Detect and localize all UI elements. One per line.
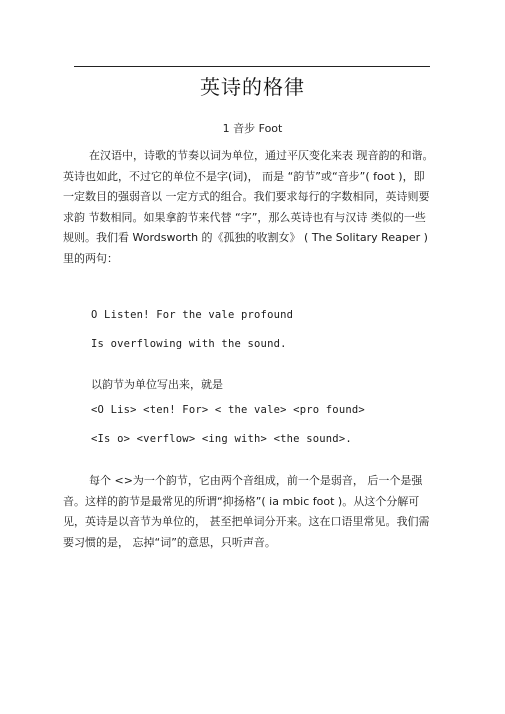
poem-line-1: O Listen! For the vale profound <box>91 309 294 321</box>
paragraph-iambic <box>63 471 435 553</box>
section-heading: 1 音步 Foot <box>222 122 283 135</box>
divided-intro: 以韵节为单位写出来，就是 <box>91 378 223 391</box>
divided-line-2: <Is o> <verflow> <ing with> <the sound>. <box>91 433 352 445</box>
poem-line-2: Is overflowing with the sound. <box>91 338 287 350</box>
paragraph-iambic-text: 每个 <>为一个韵节，它由两个音组成，前一个是弱音， 后一个是强音。这样的韵节是最常见的所谓“抑扬格”( ia mbic foot )。从这个分解可见，英诗是以音节为单位的， 甚至把单词分开来。这在口语里常见。我们需要习惯的是， 忘掉“词”的意思，只听声音。 <box>63 474 430 549</box>
paragraph-foot-intro <box>63 146 435 269</box>
header-rule <box>74 66 430 67</box>
divided-line-1: <O Lis> <ten! For> < the vale> <pro found> <box>91 404 365 416</box>
document-title: 英诗的格律 <box>200 75 305 99</box>
paragraph-foot-intro-text: 在汉语中，诗歌的节奏以词为单位，通过平仄变化来表 现音韵的和谐。英诗也如此，不过它的单位不是字(词)， 而是 “韵节”或“音步”( foot )，即一定数目的强弱音以 一定方式的组合。我们要求每行的字数相同，英诗则要求韵 节数相同。如果拿韵节来代替 “字”，那么英诗也有与汉诗 类似的一些规则。我们看 Wordsworth 的《孤独的收割女》 ( The Solitary Reaper )里的两句： <box>63 149 434 265</box>
